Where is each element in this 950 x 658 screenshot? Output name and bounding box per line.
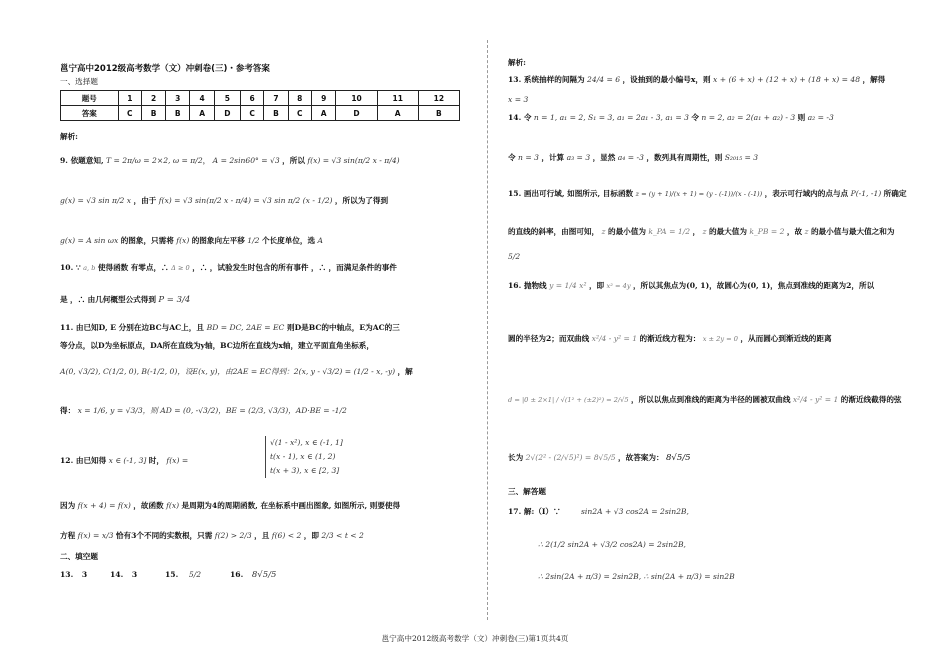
q15-text: 的最大值为: [708, 227, 747, 236]
q16-formula: x²/4 - y² = 1: [792, 395, 839, 404]
q16-text: ，故答案为：: [618, 453, 664, 462]
page-footer: 邕宁高中2012级高考数学（文）冲刺卷(三)第1页共4页: [381, 634, 569, 643]
q9-formula-f: f(x) = √3 sin(π/2 x - π/4): [307, 156, 400, 165]
table-cell: D: [336, 106, 377, 121]
q15-text: 的最小值为: [607, 227, 646, 236]
q15-text: ，表示可行域内的点与点: [764, 189, 849, 198]
fill-value: 3: [131, 570, 138, 579]
q12-f-symbol: f(x) =: [166, 456, 189, 465]
q12-line-3: [60, 530, 364, 541]
q13-text: 13. 系统抽样的间隔为: [508, 75, 585, 84]
q16-text: ，所以其焦点为(0, 1)，故圆心为(0, 1)，焦点到准线的距离为2，所以: [632, 281, 875, 290]
q10-formula: a, b: [83, 264, 96, 272]
q12-text: ，故函数: [133, 501, 164, 510]
q12-text: 因为: [60, 501, 76, 510]
q15-line-3: 5/2: [508, 252, 521, 261]
q12-formula: x ∈ (-1, 3]: [108, 456, 147, 465]
q14-formula: a₃ = 3: [566, 153, 591, 162]
table-cell: 5: [214, 91, 240, 106]
table-cell: 10: [336, 91, 377, 106]
table-cell: 11: [377, 91, 418, 106]
q9-formula: g(x) = A sin ωx: [60, 236, 119, 245]
q12-piecewise: [265, 436, 343, 478]
q9-formula-g: g(x) = √3 sin π/2 x: [60, 196, 132, 205]
q9-formula-period: T = 2π/ω = 2×2, ω = π/2: [106, 156, 203, 165]
q15-text: ，故: [786, 227, 803, 236]
q9-text: ，所以为了得到: [334, 196, 389, 205]
q15-text: 所确定: [883, 189, 907, 198]
table-cell: B: [264, 106, 288, 121]
fill-number: 13.: [60, 570, 74, 579]
q12-text: 时，: [148, 456, 164, 465]
q15-text: ，: [692, 227, 701, 236]
q15-formula: z = (y + 1)/(x + 1) = (y - (-1))/(x - (-1)): [635, 190, 763, 198]
section-choice-heading: 一、选择题: [60, 77, 98, 86]
table-cell: 3: [166, 91, 190, 106]
q9-text: ，由于: [133, 196, 157, 205]
q12-text: ，且: [254, 531, 270, 540]
column-divider: [487, 40, 488, 620]
q13-line-2: x = 3: [508, 95, 529, 104]
q14-line-1: [508, 112, 834, 123]
q9-text: 的图象，只需将: [120, 236, 174, 245]
q16-text: ，所以以焦点到准线的距离为半径的圆被双曲线: [630, 395, 791, 404]
analysis-label: 解析:: [508, 58, 526, 67]
q16-text: ，从而圆心到渐近线的距离: [740, 334, 832, 343]
table-row-label: 答案: [61, 106, 119, 121]
fill-number: 14.: [110, 570, 124, 579]
q12-formula: 2/3 < t < 2: [321, 531, 364, 540]
document-title: 邕宁高中2012级高考数学（文）冲刺卷(三)・参考答案: [60, 64, 270, 74]
table-cell: A: [377, 106, 418, 121]
q11-text: 11. 由已知D, E 分别在边BC与AC上，且: [60, 323, 204, 332]
answer-table-row-answers: [61, 106, 460, 121]
table-cell: 6: [240, 91, 263, 106]
q10-text: 由几何概型公式得到: [87, 295, 156, 304]
q10-text: ，∴: [310, 263, 327, 272]
table-row-label: 题号: [61, 91, 119, 106]
q15-formula: P(-1, -1): [850, 189, 882, 198]
q12-piece: t(x + 3), x ∈ [2, 3]: [270, 466, 340, 475]
q16-text: 长为: [508, 453, 524, 462]
q16-text: 的渐近线截得的弦: [840, 395, 902, 404]
q14-line-2: [508, 152, 758, 163]
q17-label: 17. 解:（Ⅰ）∵: [508, 507, 561, 516]
q11-line-2: 等分点，以D为坐标原点，DA所在直线为y轴，BC边所在直线为x轴，建立平面直角坐标系，: [60, 341, 374, 350]
q14-formula: n = 3: [518, 153, 539, 162]
q16-line-1: [508, 280, 874, 291]
table-cell: 9: [311, 91, 336, 106]
q16-formula: 2√(2² - (2/√5)²) = 8√5/5: [525, 453, 616, 462]
q9-line-1: 9. 依题意知, T = 2π/ω = 2×2, ω = π/2， A = 2sin60° = √3 ，所以 f(x) = √3 sin(π/2 x - π/4): [60, 156, 400, 165]
q15-text: 的直线的斜率，由图可知，: [508, 227, 600, 236]
analysis-label: 解析:: [60, 132, 78, 141]
q12-formula: f(2) > 2/3: [214, 531, 252, 540]
q11-formula-coords: A(0, √3/2), C(1/2, 0), B(-1/2, 0)，设E(x, y)，由2AE = EC得到：2(x, y - √3/2) = (1/2 - x, -y): [60, 367, 396, 376]
q16-text: 的渐近线方程为：: [639, 334, 701, 343]
q15-line-2: [508, 226, 894, 237]
q14-text: ，数列具有周期性，则: [646, 153, 723, 162]
fill-answer-14: [110, 570, 137, 579]
q11-line-4: [60, 405, 347, 416]
q9-text: 的图象向左平移: [191, 236, 245, 245]
fill-number: 16.: [230, 570, 244, 579]
q12-text: ，即: [303, 531, 319, 540]
q12-formula: f(x) = x/3: [77, 531, 114, 540]
q13-formula: x + (6 + x) + (12 + x) + (18 + x) = 48: [713, 75, 861, 84]
q16-formula: x ± 2y = 0: [702, 335, 738, 343]
q9-choice: A: [317, 236, 324, 245]
q15-line-1: [508, 188, 906, 199]
fill-answer-13: [60, 570, 87, 579]
q16-line-3: [508, 394, 902, 405]
table-cell: C: [240, 106, 263, 121]
q14-formula: n = 2, a₂ = 2(a₁ + a₂) - 3: [701, 113, 796, 122]
q17-line-2: ∴ 2(1/2 sin2A + √3/2 cos2A) = 2sin2B,: [538, 540, 686, 549]
table-cell: B: [166, 106, 190, 121]
q11-text: 则D是BC的中轴点，E为AC的三: [287, 323, 400, 332]
q12-line-1: [60, 455, 188, 466]
q12-piece: √(1 - x²), x ∈ (-1, 1]: [270, 438, 343, 447]
fill-number: 15.: [165, 570, 179, 579]
q14-text: 令: [691, 113, 699, 122]
q15-formula: k_PA = 1/2: [648, 227, 691, 236]
q12-label: 12. 由已知得: [60, 456, 107, 465]
table-cell: A: [311, 106, 336, 121]
q9-line-2: [60, 195, 388, 206]
q10-text: 是: [60, 295, 68, 304]
q16-text: 圆的半径为2；而双曲线: [508, 334, 590, 343]
q14-formula: n = 1, a₁ = 2, S₁ = 3, a₁ = 2a₁ - 3, a₁ = 3: [533, 113, 689, 122]
q13-text: ，解得: [862, 75, 886, 84]
q10-formula-probability: P = 3/4: [158, 295, 191, 305]
fill-answer-15: [165, 570, 201, 579]
q14-formula: a₄ = -3: [617, 153, 644, 162]
q9-fraction: 1/2: [247, 236, 260, 245]
q12-piece: t(x - 1), x ∈ (1, 2): [270, 452, 336, 461]
q9-formula-shift: f(x) = √3 sin(π/2 x - π/4) = √3 sin π/2 (x - 1/2): [158, 196, 333, 205]
fill-value: 5/2: [188, 570, 202, 579]
q12-formula: f(x): [166, 501, 180, 510]
q9-text: 个长度单位，选: [261, 236, 316, 245]
q11-line-3: [60, 366, 413, 377]
table-cell: 8: [288, 91, 311, 106]
q10-line-2: [60, 294, 190, 305]
q12-line-2: [60, 500, 400, 511]
section-solve-heading: 三、解答题: [508, 487, 546, 496]
q15-text: 15. 画出可行域, 如图所示, 目标函数: [508, 189, 634, 198]
answer-table: [60, 90, 460, 121]
fill-value: 3: [81, 570, 88, 579]
q9-label: 9. 依题意知,: [60, 156, 104, 165]
q11-text: 得：: [60, 406, 76, 415]
q12-text: 方程: [60, 531, 76, 540]
q17-line-3: ∴ 2sin(2A + π/3) = 2sin2B, ∴ sin(2A + π/3) = sin2B: [538, 572, 735, 581]
table-cell: B: [142, 106, 166, 121]
q14-text: ，显然: [592, 153, 616, 162]
table-cell: 4: [190, 91, 215, 106]
q10-text: 有零点，∴: [130, 263, 169, 272]
q14-label: 14. 令: [508, 113, 532, 122]
table-cell: C: [288, 106, 311, 121]
q13-line-1: [508, 74, 885, 85]
q15-formula: z: [601, 227, 606, 236]
table-cell: A: [190, 106, 215, 121]
q12-formula: f(6) < 2: [271, 531, 302, 540]
q9-line-3: [60, 235, 323, 246]
q16-line-2: [508, 333, 832, 344]
section-fill-heading: 二、填空题: [60, 552, 98, 561]
q16-formula: x²/4 - y² = 1: [591, 334, 638, 343]
table-cell: 2: [142, 91, 166, 106]
table-cell: B: [418, 106, 459, 121]
q10-text: ，试验发生时包含的所有事件: [209, 263, 309, 272]
q14-text: ，计算: [541, 153, 565, 162]
q9-formula: f(x): [176, 236, 190, 245]
q10-formula: Δ ≥ 0: [171, 264, 190, 272]
fill-value: 8√5/5: [251, 570, 277, 580]
q10-text: ，∴: [70, 295, 86, 304]
table-cell: 7: [264, 91, 288, 106]
q16-formula: y = 1/4 x²: [549, 281, 587, 290]
q9-text: ，所以: [282, 156, 305, 165]
q12-text: 是周期为4的周期函数, 在坐标系中画出图象, 如图所示, 则要使得: [181, 501, 401, 510]
table-cell: D: [214, 106, 240, 121]
q16-line-4: [508, 452, 691, 463]
q14-text: 令: [508, 153, 516, 162]
q12-text: 恰有3个不同的实数根，只需: [115, 531, 213, 540]
answer-table-row-numbers: [61, 91, 460, 106]
q17-line-1: [508, 506, 689, 517]
q11-formula: BD = DC, 2AE = EC: [206, 323, 285, 332]
table-cell: C: [118, 106, 141, 121]
q10-text: ，∴: [192, 263, 208, 272]
q15-text: 的最小值与最大值之和为: [810, 227, 895, 236]
q14-formula: a₂ = -3: [807, 113, 834, 122]
table-cell: 1: [118, 91, 141, 106]
q10-text: 使得函数: [97, 263, 129, 272]
fill-answer-16: [230, 570, 276, 580]
table-cell: 12: [418, 91, 459, 106]
q11-line-1: [60, 322, 400, 333]
q16-answer: 8√5/5: [666, 453, 691, 463]
q10-line-1: [60, 262, 397, 273]
q16-formula: x² = 4y: [606, 282, 631, 290]
q15-formula: z: [702, 227, 707, 236]
q11-text: ，解: [397, 367, 413, 376]
q17-formula: sin2A + √3 cos2A = 2sin2B,: [581, 507, 689, 516]
q9-formula-amplitude: A = 2sin60° = √3: [212, 156, 280, 165]
q16-text: ，即: [588, 281, 605, 290]
q14-formula: S₂₀₁₅ = 3: [724, 153, 759, 162]
q15-formula: z: [804, 227, 809, 236]
q16-formula: d = |0 ± 2×1| / √(1² + (±2)²) = 2/√5: [508, 396, 629, 404]
q15-formula: k_PB = 2: [749, 227, 785, 236]
q13-text: ，设抽到的最小编号x，则: [622, 75, 711, 84]
q10-label: 10. ∵: [60, 263, 81, 272]
q10-text: ，而满足条件的事件: [328, 263, 397, 272]
q13-formula: 24/4 = 6: [587, 75, 621, 84]
q11-formula-result: x = 1/6, y = √3/3，则 AD = (0, -√3/2)，BE = (2/3, √3/3)，AD·BE = -1/2: [77, 406, 347, 415]
q14-text: 则: [797, 113, 806, 122]
q16-text: 16. 抛物线: [508, 281, 547, 290]
q12-formula: f(x + 4) = f(x): [77, 501, 131, 510]
